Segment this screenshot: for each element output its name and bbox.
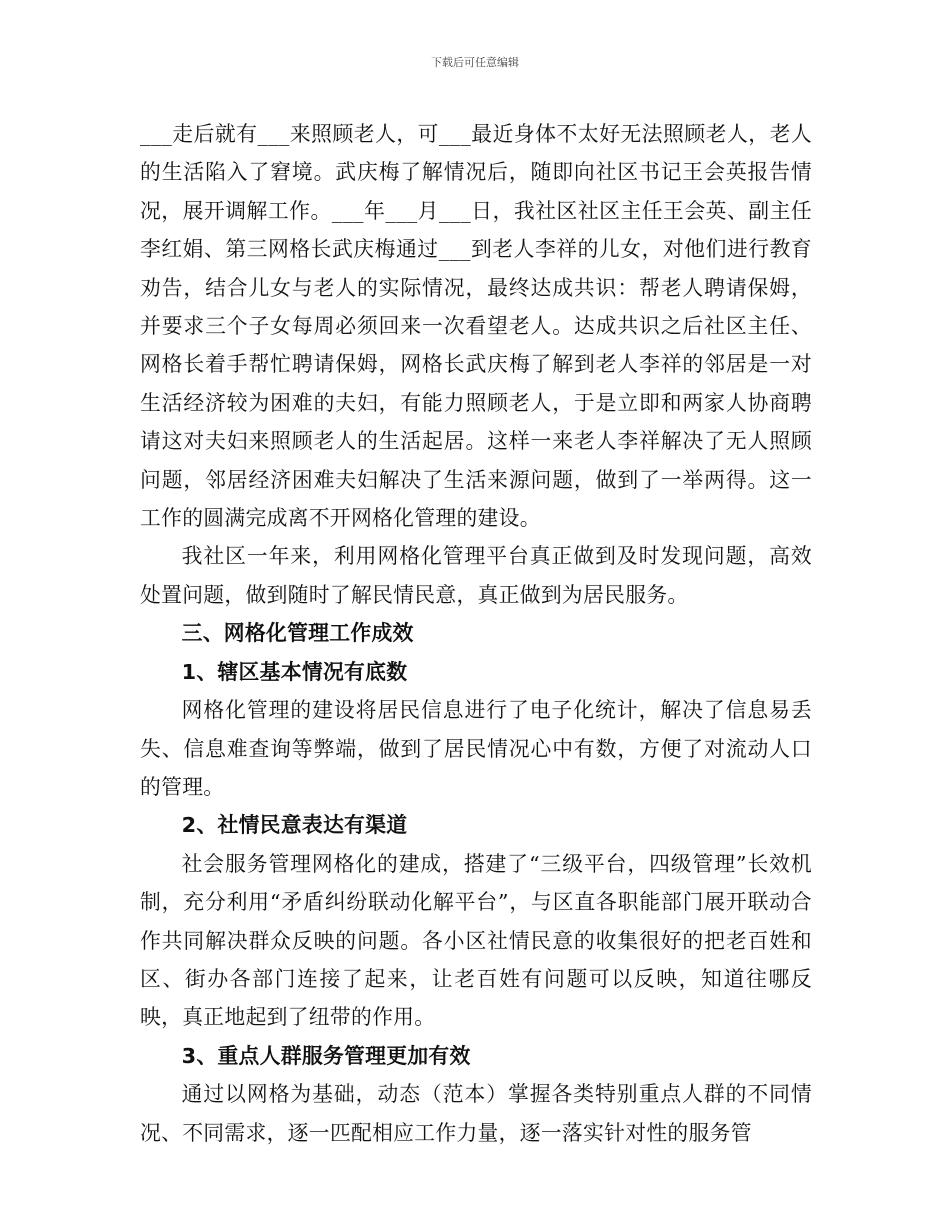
paragraph: 社会服务管理网格化的建成，搭建了“三级平台，四级管理”长效机制，充分利用“矛盾纠纷联动化解平台”，与区直各职能部门展开联动合作共同解决群众反映的问题。各小区社情民意的收集很好的把老百姓和区、街办各部门连接了起来，让老百姓有问题可以反映，知道往哪反映，真正地起到了纽带的作用。 [140,851,812,1030]
document-body [140,115,812,1152]
page-header: 下载后可任意编辑 [431,56,519,69]
paragraph: 我社区一年来，利用网格化管理平台真正做到及时发现问题，高效处置问题，做到随时了解民情民意，真正做到为居民服务。 [140,544,812,607]
subsection-heading: 1、辖区基本情况有底数 [181,659,408,684]
paragraph: 通过以网格为基础，动态（范本）掌握各类特别重点人群的不同情况、不同需求，逐一匹配相应工作力量，逐一落实针对性的服务管 [140,1082,812,1145]
subsection-heading: 3、重点人群服务管理更加有效 [181,1043,471,1068]
paragraph: 网格化管理的建设将居民信息进行了电子化统计，解决了信息易丢失、信息难查询等弊端，做到了居民情况心中有数，方便了对流动人口的管理。 [140,698,812,799]
section-heading: 三、网格化管理工作成效 [181,621,414,646]
paragraph: ___走后就有___来照顾老人，可___最近身体不太好无法照顾老人，老人的生活陷入了窘境。武庆梅了解情况后，随即向社区书记王会英报告情况，展开调解工作。___年___月___日，我社区社区主任王会英、副主任李红娟、第三网格长武庆梅通过___到老人李祥的儿女，对他们进行教育劝告，结合儿女与老人的实际情况，最终达成共识：帮老人聘请保姆，并要求三个子女每周必须回来一次看望老人。达成共识之后社区主任、网格长着手帮忙聘请保姆，网格长武庆梅了解到老人李祥的邻居是一对生活经济较为困难的夫妇，有能力照顾老人，于是立即和两家人协商聘请这对夫妇来照顾老人的生活起居。这样一来老人李祥解决了无人照顾问题，邻居经济困难夫妇解决了生活来源问题，做到了一举两得。这一工作的圆满完成离不开网格化管理的建设。 [140,122,812,531]
subsection-heading: 2、社情民意表达有渠道 [181,813,408,838]
